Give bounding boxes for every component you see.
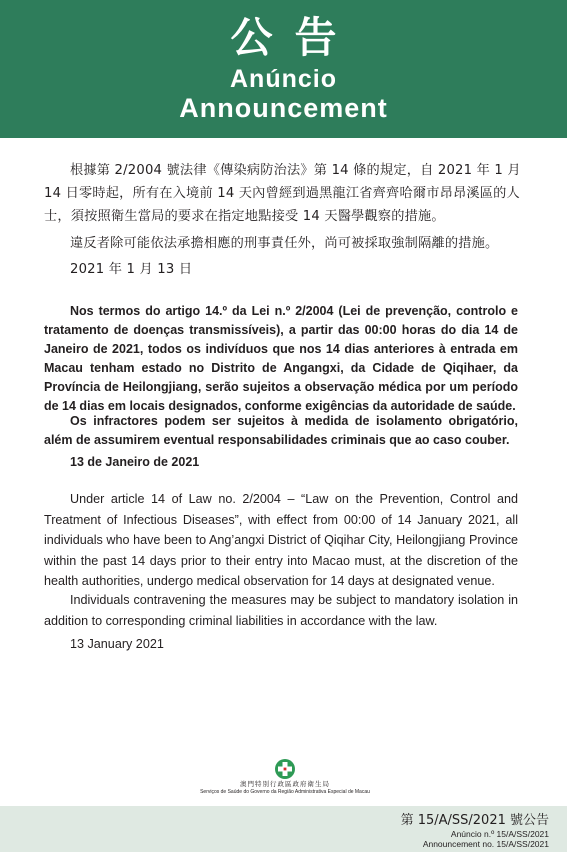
- english-paragraph-2: Individuals contravening the measures may be subject to mandatory isolation in addition to corresponding criminal liabilities in accordance with the law.: [44, 593, 518, 628]
- announcement-number-english: Announcement no. 15/A/SS/2021: [422, 839, 549, 849]
- announcement-footer: [0, 806, 567, 852]
- english-date: 13 January 2021: [70, 637, 164, 651]
- title-chinese: 公告: [230, 13, 359, 62]
- portuguese-paragraph-2: Os infractores podem ser sujeitos à medida de isolamento obrigatório, além de assumirem eventual responsabilidades criminais que ao caso couber.: [44, 414, 518, 447]
- announcement-number-chinese: 第 15/A/SS/2021 號公告: [400, 813, 549, 828]
- portuguese-paragraph-1: Nos termos do artigo 14.º da Lei n.º 2/2004 (Lei de prevenção, controlo e tratamento de doenças transmissíveis), a partir das 00:00 horas do dia 14 de Janeiro de 2021, todos os indivíduos que nos 14 dias anteriores à entrada em Macau tenham estado no Distrito de Angangxi, da Cidade de Qiqihaer, da Província de Heilongjiang, serão sujeitos a observação médica por um período de 14 dias em locais designados, conforme exigências da autoridade de saúde.: [44, 304, 518, 413]
- health-bureau-name-chinese: 澳門特別行政區政府衛生局: [240, 780, 330, 788]
- english-paragraph-1: Under article 14 of Law no. 2/2004 – “Law on the Prevention, Control and Treatment of Infectious Diseases”, with effect from 00:00 of 14 January 2021, all individuals who have been to Ang’angxi District of Qiqihar City, Heilongjiang Province within the past 14 days prior to their entry into Macao must, at the discretion of the health authorities, undergo medical observation for 14 days at designated venue.: [44, 492, 518, 588]
- announcement-number-portuguese: Anúncio n.º 15/A/SS/2021: [450, 829, 549, 839]
- chinese-paragraph-2: 違反者除可能依法承擔相應的刑事責任外，尚可被採取強制隔離的措施。: [70, 236, 499, 251]
- portuguese-date: 13 de Janeiro de 2021: [70, 455, 200, 469]
- health-bureau-logo: [190, 758, 380, 806]
- chinese-date: 2021 年 1 月 13 日: [70, 262, 193, 277]
- chinese-paragraph-1: 根據第 2/2004 號法律《傳染病防治法》第 14 條的規定，自 2021 年 1 月 14 日零時起，所有在入境前 14 天內曾經到過黑龍江省齊齊哈爾市昂昂溪區的人士，須按照衛生當局的要求在指定地點接受 14 天醫學觀察的措施。: [44, 163, 521, 224]
- health-bureau-name-portuguese: Serviços de Saúde do Governo da Região Administrativa Especial de Macau: [200, 789, 370, 795]
- title-english: Announcement: [179, 93, 388, 123]
- title-portuguese: Anúncio: [230, 65, 337, 93]
- announcement-header: [0, 0, 567, 138]
- health-bureau-emblem-icon: [274, 758, 296, 780]
